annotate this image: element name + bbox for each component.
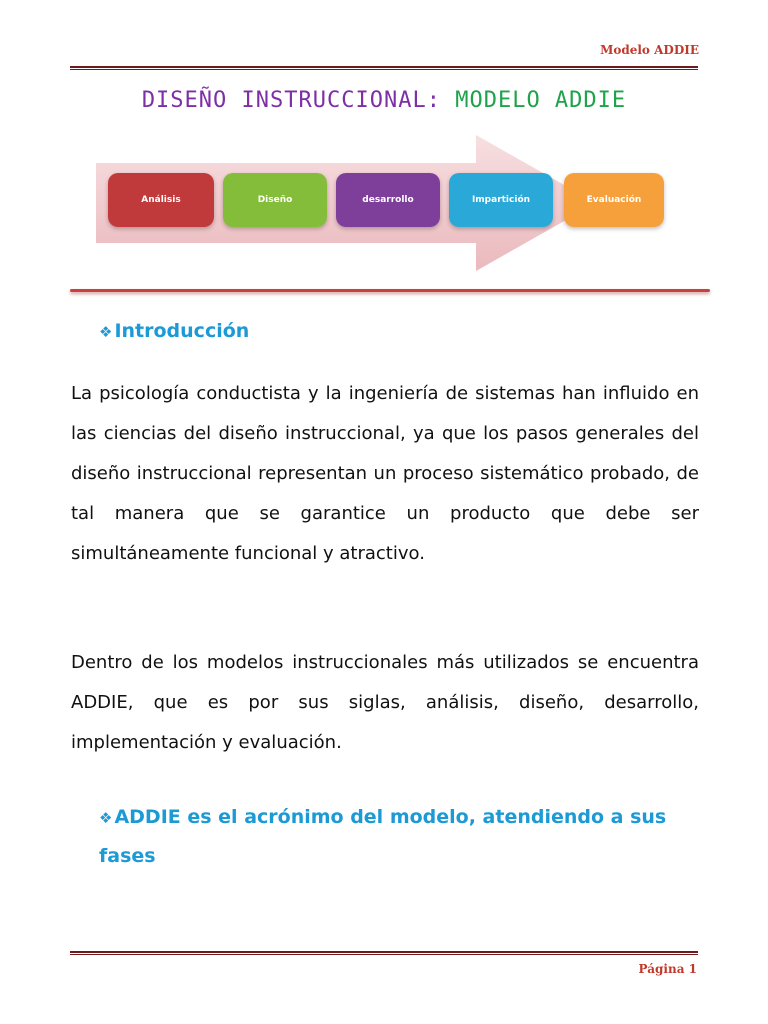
phase-label: Impartición: [471, 195, 531, 205]
phase-imparticion: [449, 173, 553, 227]
title-part-2: MODELO ADDIE: [455, 88, 627, 113]
phases-heading-text: ADDIE es el acrónimo del modelo, atendiendo a sus fases: [99, 806, 667, 867]
addie-phases-diagram: [96, 135, 676, 275]
page-number: Página 1: [638, 962, 697, 976]
title-part-1: DISEÑO INSTRUCCIONAL:: [141, 88, 456, 113]
phases-heading: [99, 798, 699, 875]
phase-evaluacion: [564, 173, 664, 227]
phase-diseno: [223, 173, 327, 227]
intro-heading: [99, 320, 249, 342]
models-paragraph: Dentro de los modelos instruccionales más utilizados se encuentra ADDIE, que es por sus siglas, análisis, diseño, desarrollo, implementación y evaluación.: [71, 652, 699, 753]
phase-label: Evaluación: [586, 195, 642, 205]
phase-desarrollo: [336, 173, 440, 227]
phase-label: Análisis: [141, 195, 181, 205]
footer-rule: [70, 951, 698, 955]
page-title: [0, 88, 768, 113]
phase-analisis: [108, 173, 214, 227]
diamond-bullet-icon: ❖: [99, 809, 113, 827]
phase-label: desarrollo: [362, 195, 414, 205]
section-divider: [70, 289, 710, 292]
intro-heading-text: Introducción: [114, 320, 250, 342]
intro-paragraph: La psicología conductista y la ingeniería de sistemas han influido en las ciencias del diseño instruccional, ya que los pasos generales del diseño instruccional representan un proceso sistemático probado, de tal manera que se garantice un producto que debe ser simultáneamente funcional y atractivo.: [71, 383, 699, 564]
diamond-bullet-icon: ❖: [99, 323, 113, 341]
header-label: Modelo ADDIE: [600, 43, 699, 57]
phase-label: Diseño: [257, 195, 293, 205]
header-rule: [70, 66, 698, 70]
